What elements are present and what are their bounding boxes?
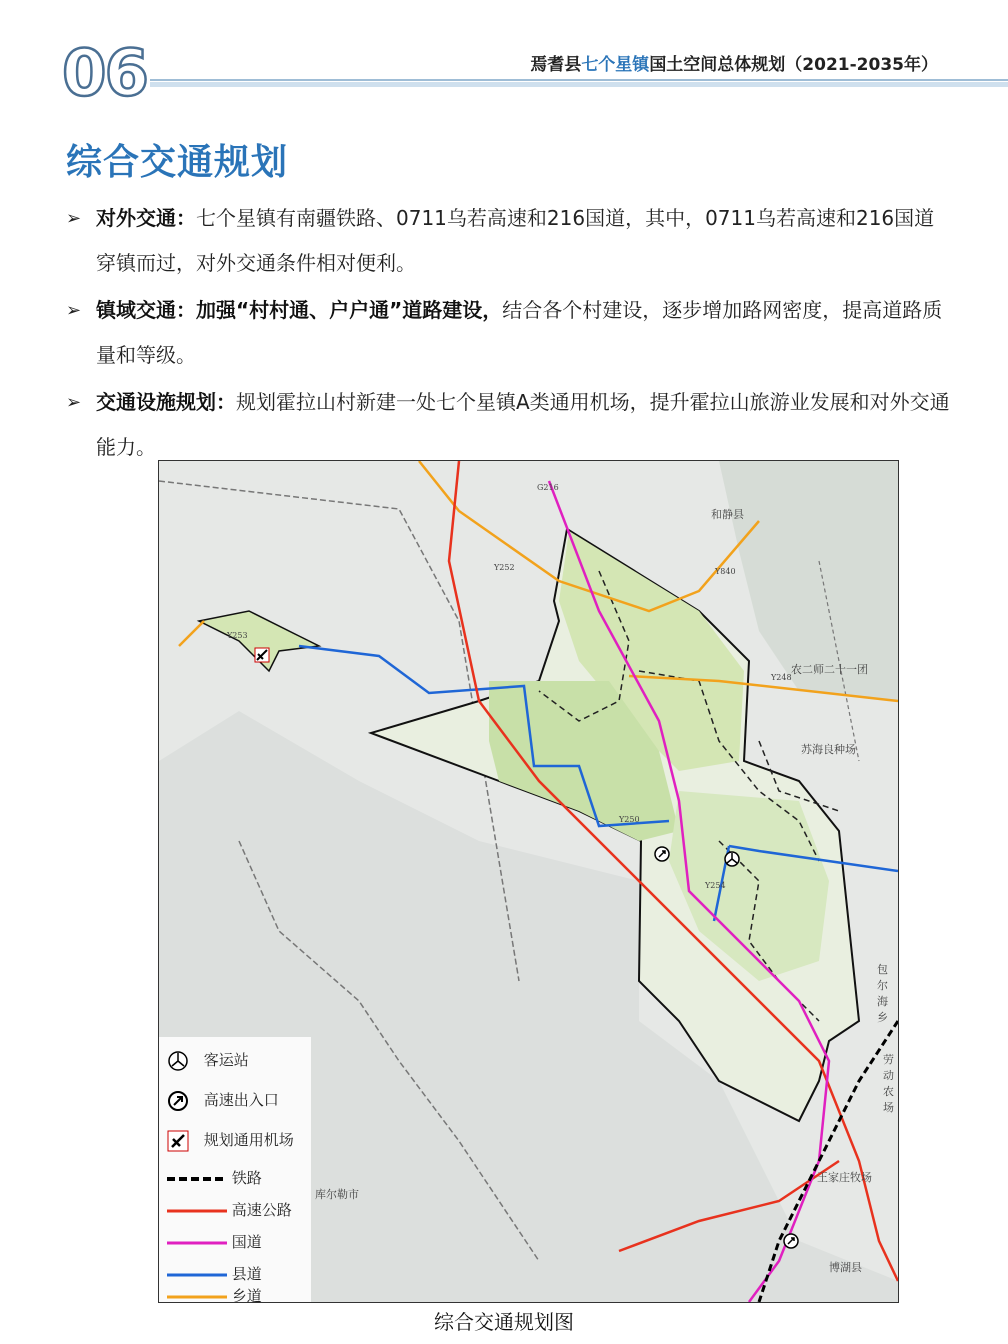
bullet-label: 镇域交通：	[96, 298, 196, 322]
figure-caption: 综合交通规划图	[434, 1310, 574, 1334]
legend-item-railway	[167, 1167, 262, 1188]
airport-icon	[255, 648, 269, 662]
road-label-y252: Y252	[494, 563, 515, 572]
place-label-suhai: 苏海良种场	[801, 743, 856, 756]
road-label-y254: Y254	[705, 881, 726, 890]
arrow-bullet-icon: ➢	[66, 208, 82, 229]
legend-item-highway-exit	[167, 1089, 279, 1112]
bullet-label: 对外交通：	[96, 206, 196, 230]
bus-station-icon	[167, 1050, 189, 1072]
legend-label: 国道	[231, 1233, 262, 1251]
national-road-line-swatch	[167, 1238, 227, 1248]
legend-item-national-road	[167, 1231, 262, 1252]
bullet-facility-planning	[66, 380, 951, 470]
legend-label: 客运站	[203, 1051, 249, 1069]
document-title	[530, 50, 938, 75]
legend-item-township-road	[167, 1285, 262, 1303]
highway-exit-icon	[167, 1090, 189, 1112]
legend-label: 高速出入口	[203, 1091, 279, 1109]
map-legend	[159, 1037, 311, 1302]
chapter-number: 06	[62, 37, 148, 111]
legend-item-county-road	[167, 1263, 262, 1284]
bullet-town-traffic	[66, 288, 951, 378]
title-highlight: 七个星镇	[581, 55, 650, 75]
highway-exit-icon	[784, 1234, 798, 1248]
bullet-text: 七个星镇有南疆铁路、0711乌若高速和216国道，其中，0711乌若高速和216国道穿镇而过，对外交通条件相对便利。	[96, 206, 935, 275]
section-title: 综合交通规划	[66, 142, 289, 183]
airport-icon	[167, 1130, 189, 1152]
road-label-y248: Y248	[771, 673, 792, 682]
title-suffix: 国土空间总体规划（2021-2035年）	[649, 55, 938, 75]
road-label-y250: Y250	[619, 815, 640, 824]
bullet-text: 结合各个村建设，逐步增加路网密度，提高道路质量和等级。	[96, 298, 943, 367]
county-road-line-swatch	[167, 1270, 227, 1280]
place-label-wangjia: 王家庄牧场	[817, 1171, 872, 1184]
header-rule	[150, 82, 1008, 87]
legend-label: 规划通用机场	[203, 1131, 294, 1149]
bus-station-icon	[725, 852, 739, 866]
legend-label: 高速公路	[231, 1201, 292, 1219]
place-label-nong2: 农二师二十一团	[791, 663, 868, 676]
place-label-hejing: 和静县	[711, 508, 744, 521]
bullet-list	[66, 196, 951, 472]
legend-label: 县道	[231, 1265, 262, 1283]
header-rule-top	[150, 79, 1008, 81]
bullet-external-traffic	[66, 196, 951, 286]
arrow-bullet-icon: ➢	[66, 300, 82, 321]
legend-item-bus-station	[167, 1049, 249, 1072]
place-label-laodong: 劳动农场	[883, 1053, 894, 1114]
railway-line-swatch	[167, 1174, 227, 1184]
highway-exit-icon	[655, 847, 669, 861]
bullet-text: 规划霍拉山村新建一处七个星镇A类通用机场，提升霍拉山旅游业发展和对外交通能力。	[96, 390, 950, 459]
traffic-plan-map	[158, 460, 899, 1303]
highway-line-swatch	[167, 1206, 227, 1216]
bullet-bold-text: 加强“村村通、户户通”道路建设，	[196, 298, 503, 322]
bullet-label: 交通设施规划：	[96, 390, 236, 414]
legend-label: 铁路	[231, 1169, 262, 1187]
legend-label: 乡道	[231, 1287, 262, 1303]
title-prefix: 焉耆县	[530, 55, 582, 75]
road-label-g216: G216	[537, 483, 559, 492]
legend-item-airport	[167, 1129, 294, 1152]
place-label-bohu: 博湖县	[829, 1261, 862, 1274]
legend-item-highway	[167, 1199, 292, 1220]
place-label-baoerhai: 包尔海乡	[877, 963, 888, 1024]
road-label-y253: Y253	[227, 631, 248, 640]
township-road-line-swatch	[167, 1292, 227, 1302]
place-label-kuerle: 库尔勒市	[315, 1188, 359, 1201]
road-label-y840: Y840	[715, 567, 736, 576]
arrow-bullet-icon: ➢	[66, 392, 82, 413]
